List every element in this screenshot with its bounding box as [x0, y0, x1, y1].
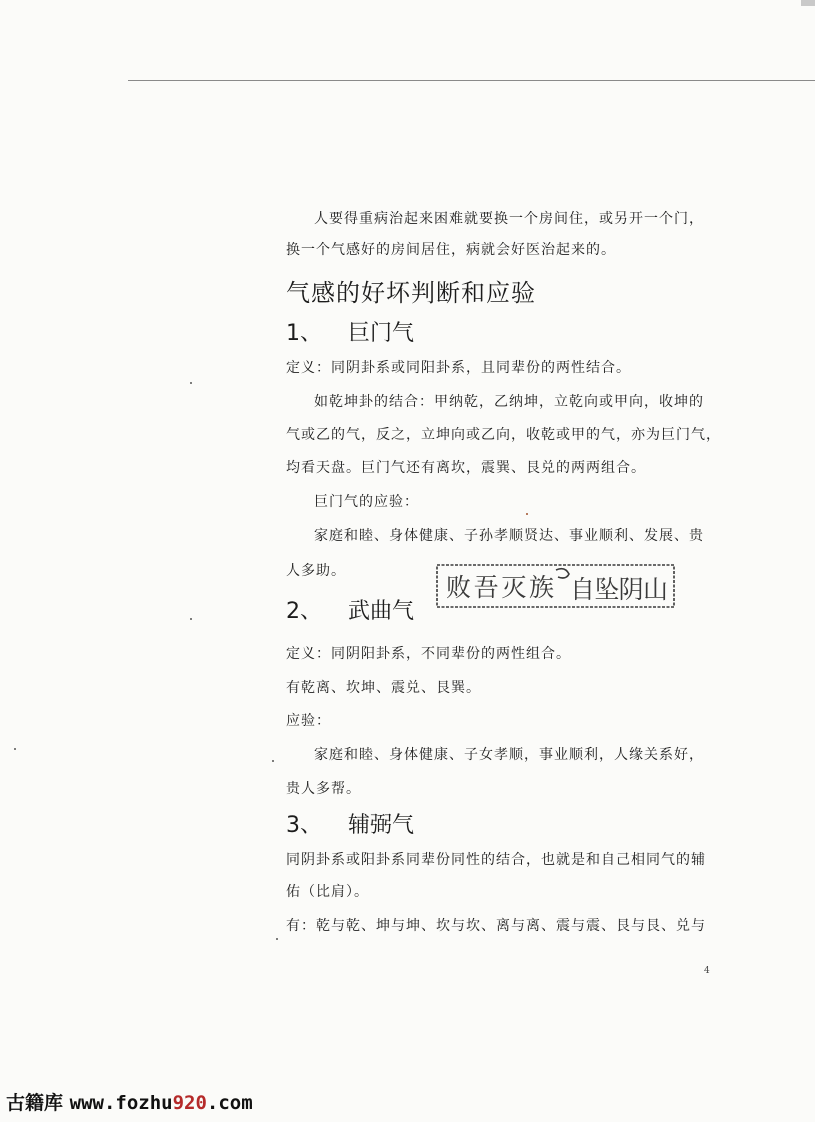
page-number: 4 [704, 966, 710, 976]
item-2-response-line-1: 家庭和睦、身体健康、子女孝顺，事业顺利，人缘关系好， [314, 747, 704, 763]
item-1-para-line-1: 如乾坤卦的结合：甲纳乾，乙纳坤，立乾向或甲向，收坤的 [314, 394, 704, 410]
watermark-url-prefix: www.fozhu [69, 1092, 173, 1114]
item-3-number: 3、 [286, 813, 322, 838]
section-title: 气感的好坏判断和应验 [286, 279, 536, 307]
item-2-heading [286, 598, 414, 626]
item-2-definition: 定义：同阴阳卦系，不同辈份的两性组合。 [286, 646, 571, 662]
scan-corner-mark [801, 0, 815, 6]
item-2-title: 武曲气 [348, 599, 415, 624]
scan-speck [190, 382, 192, 384]
item-3-title: 辅弼气 [348, 813, 415, 838]
item-3-definition-line-1: 同阴卦系或阳卦系同辈份同性的结合，也就是和自己相同气的辅 [286, 852, 706, 868]
scan-speck [276, 938, 278, 940]
item-3-definition-line-2: 佑（比肩）。 [286, 884, 369, 900]
item-1-title: 巨门气 [348, 321, 415, 346]
item-1-heading [286, 320, 414, 348]
watermark-url-number: 920 [172, 1092, 207, 1114]
item-3-combos: 有：乾与乾、坤与坤、坎与坎、离与离、震与震、艮与艮、兑与 [286, 918, 706, 934]
svg-text:败吾灭族: 败吾灭族 [446, 573, 554, 602]
item-1-para-line-2: 气或乙的气，反之，立坤向或乙向，收乾或甲的气，亦为巨门气， [286, 427, 721, 443]
scan-speck [190, 618, 192, 620]
header-rule [128, 80, 815, 81]
item-1-response-line-1: 家庭和睦、身体健康、子孙孝顺贤达、事业顺利、发展、贵 [314, 528, 704, 544]
watermark-url-suffix: .com [206, 1092, 253, 1114]
scan-speck [272, 760, 274, 762]
intro-line-2: 换一个气感好的房间居住，病就会好医治起来的。 [286, 242, 616, 258]
scan-speck [526, 513, 528, 515]
seal-stamp-graphic [436, 562, 676, 610]
item-3-heading [286, 812, 414, 840]
item-1-response-line-2: 人多助。 [286, 563, 346, 579]
item-2-number: 2、 [286, 599, 322, 624]
item-2-combos: 有乾离、坎坤、震兑、艮巽。 [286, 680, 481, 696]
site-watermark [6, 1088, 253, 1115]
intro-line-1: 人要得重病治起来困难就要换一个房间住，或另开一个门， [314, 211, 704, 227]
item-1-definition: 定义：同阴卦系或同阳卦系，且同辈份的两性结合。 [286, 360, 631, 376]
item-2-response-line-2: 贵人多帮。 [286, 781, 361, 797]
item-1-response-label: 巨门气的应验： [314, 494, 419, 510]
item-2-response-label: 应验： [286, 713, 331, 729]
seal-stamp [436, 562, 676, 610]
svg-text:自坠阴山: 自坠阴山 [570, 575, 668, 604]
item-1-para-line-3: 均看天盘。巨门气还有离坎，震巽、艮兑的两两组合。 [286, 460, 646, 476]
watermark-site-name: 古籍库 [6, 1092, 64, 1114]
scan-speck [14, 748, 16, 750]
item-1-number: 1、 [286, 321, 322, 346]
